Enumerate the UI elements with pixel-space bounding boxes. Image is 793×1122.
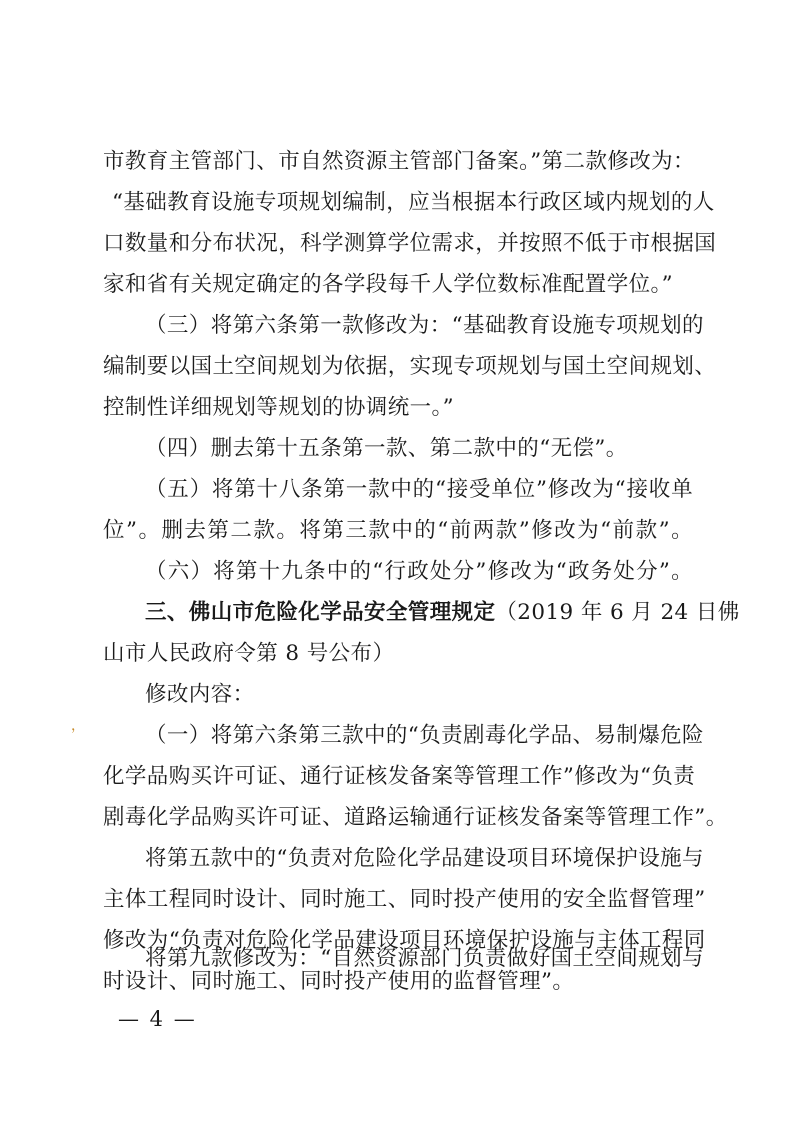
body-line-last: 将第九款修改为：“自然资源部门负责做好国土空间规划与 [145,946,704,971]
body-line: 将第五款中的“负责对危险化学品建设项目环境保护设施与 [145,846,704,871]
body-line: 控制性详细规划等规划的协调统一。” [103,395,455,420]
body-line: 剧毒化学品购买许可证、道路运输通行证核发备案等管理工作”。 [103,805,728,830]
body-line: “基础教育设施专项规划编制，应当根据本行政区域内规划的人 [112,190,715,215]
margin-mark: ， [71,718,85,734]
body-line: （三）将第六条第一款修改为：“基础教育设施专项规划的 [145,313,704,338]
body-line: 修改为“负责对危险化学品建设项目环境保护设施与主体工程同 [103,928,706,953]
body-line: 山市人民政府令第 8 号公布） [103,641,395,666]
body-line: 编制要以国土空间规划为依据，实现专项规划与国土空间规划、 [103,354,717,379]
body-line: 口数量和分布状况，科学测算学位需求，并按照不低于市根据国 [103,231,717,256]
body-line: （一）将第六条第三款中的“负责剧毒化学品、易制爆危险 [145,723,704,748]
section-heading: 三、佛山市危险化学品安全管理规定 [145,600,496,625]
body-line: 修改内容： [145,682,255,707]
section-heading-date: （2019 年 6 月 24 日佛 [495,600,740,625]
body-line: 化学品购买许可证、通行证核发备案等管理工作”修改为“负责 [103,764,696,789]
body-line: 市教育主管部门、市自然资源主管部门备案。”第二款修改为： [103,149,695,174]
page-number: — 4 — [118,1007,197,1031]
body-line: 时设计、同时施工、同时投产使用的监督管理”。 [103,969,575,994]
body-line: 位”。删去第二款。将第三款中的“前两款”修改为“前款”。 [103,518,693,543]
body-line: 家和省有关规定确定的各学段每千人学位数标准配置学位。” [103,272,674,297]
body-line: （五）将第十八条第一款中的“接受单位”修改为“接收单 [145,477,693,502]
body-line: 主体工程同时设计、同时施工、同时投产使用的安全监督管理” [103,887,706,912]
section-heading-line [145,593,740,633]
body-line: （六）将第十九条中的“行政处分”修改为“政务处分”。 [145,559,693,584]
body-line: （四）删去第十五条第一款、第二款中的“无偿”。 [145,436,628,461]
